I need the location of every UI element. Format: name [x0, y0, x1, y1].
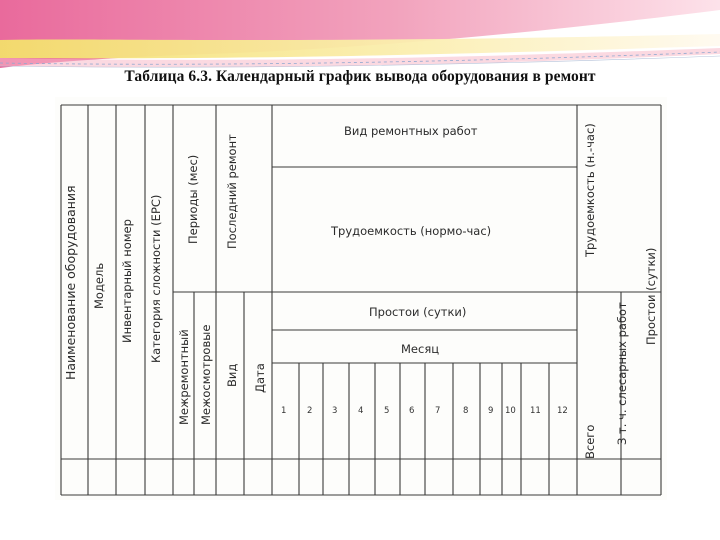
month-number: 5	[384, 406, 390, 416]
col-equipment-name: Наименование оборудования	[63, 185, 78, 380]
col-downtime-days: Простои (сутки)	[644, 247, 658, 345]
col-repair-date: Дата	[253, 363, 267, 393]
col-repair-type: Вид	[225, 363, 239, 387]
repair-schedule-table	[55, 97, 667, 500]
month-number: 12	[557, 406, 568, 416]
col-incl-assembly: З т. ч. слесарных работ	[615, 302, 629, 445]
month-number: 1	[281, 406, 287, 416]
month-number: 3	[332, 406, 338, 416]
col-labor-total: Трудоемкость (н.-час)	[583, 123, 597, 257]
month-number: 2	[307, 406, 313, 416]
col-model: Модель	[92, 262, 106, 309]
col-total: Всего	[583, 424, 597, 459]
head-downtime: Простои (сутки)	[369, 305, 467, 319]
col-periods: Периоды (мес)	[186, 154, 200, 244]
head-repair-type: Вид ремонтных работ	[344, 124, 478, 138]
month-number: 8	[463, 406, 469, 416]
col-inventory-number: Инвентарный номер	[120, 219, 134, 343]
month-number: 7	[435, 406, 441, 416]
col-interinspection: Межосмотровые	[199, 324, 213, 425]
col-interrepair: Межремонтный	[177, 329, 191, 425]
head-labor: Трудоемкость (нормо-час)	[331, 224, 492, 238]
month-number: 11	[530, 406, 541, 416]
month-number: 10	[505, 406, 516, 416]
col-last-repair: Последний ремонт	[225, 134, 239, 249]
slide-title: Таблица 6.3. Календарный график вывода оборудования в ремонт	[124, 68, 596, 85]
month-number: 6	[409, 406, 415, 416]
table-grid	[55, 97, 667, 500]
decorative-banner	[0, 0, 720, 72]
month-number: 4	[358, 406, 364, 416]
col-complexity-category: Категория сложности (ЕРС)	[149, 194, 163, 363]
month-number: 9	[488, 406, 494, 416]
head-month: Месяц	[401, 342, 440, 356]
